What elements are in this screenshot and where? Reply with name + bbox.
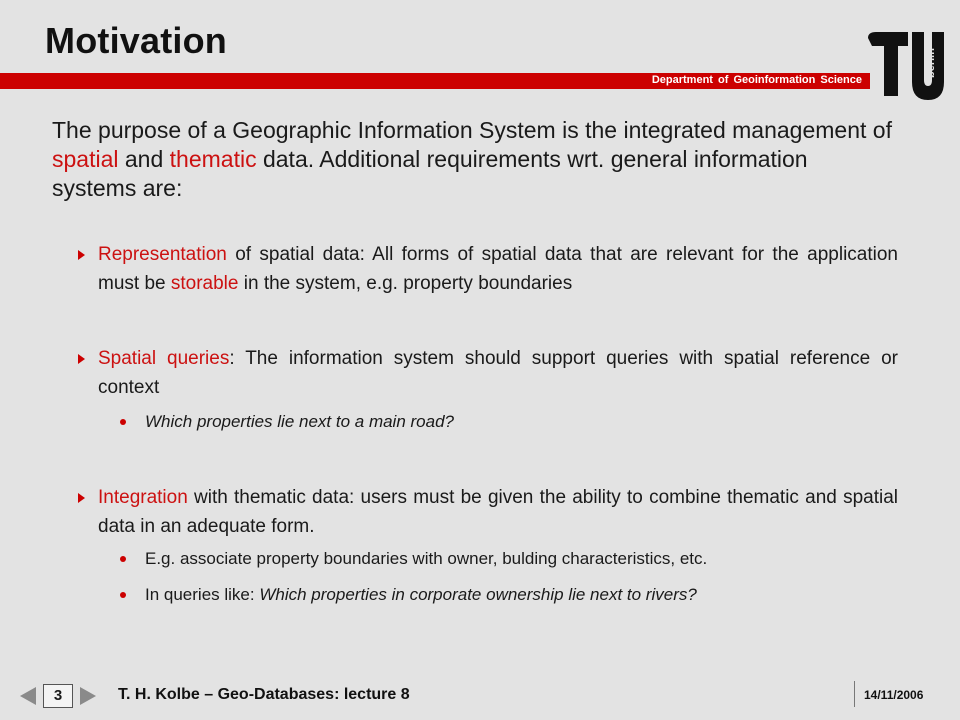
bullet-arrow-icon <box>78 354 85 364</box>
sub-bullet-main-road: Which properties lie next to a main road? <box>120 410 905 434</box>
term-thematic: thematic <box>169 146 257 172</box>
bullet-representation: Representation of spatial data: All forms of spatial data that are relevant for the application must be storable in the system, e.g. property boundaries <box>78 240 898 298</box>
bullet-arrow-icon <box>78 493 85 503</box>
next-slide-icon[interactable] <box>80 687 96 705</box>
bullet-dot-icon <box>120 556 126 562</box>
footer-title: T. H. Kolbe – Geo-Databases: lecture 8 <box>118 686 410 703</box>
footer-divider <box>854 681 855 707</box>
bullet-dot-icon <box>120 592 126 598</box>
slide-footer <box>0 683 960 711</box>
bullet-arrow-icon <box>78 250 85 260</box>
bullet-integration: Integration with thematic data: users must be given the ability to combine thematic and spatial data in an adequate form. <box>78 483 898 541</box>
bullet-spatial-queries: Spatial queries: The information system should support queries with spatial reference or context <box>78 344 898 402</box>
sub-bullet-queries: In queries like: Which properties in corporate ownership lie next to rivers? <box>120 583 905 607</box>
term-spatial: spatial <box>52 146 119 172</box>
slide-title: Motivation <box>45 20 227 61</box>
tu-berlin-logo <box>864 28 946 104</box>
logo-text: berlin <box>925 48 937 78</box>
page-number: 3 <box>43 684 73 708</box>
bullet-dot-icon <box>120 419 126 425</box>
footer-date: 14/11/2006 <box>864 688 924 702</box>
department-label: Department of Geoinformation Science <box>651 74 862 86</box>
sub-bullet-associate: E.g. associate property boundaries with owner, bulding characteristics, etc. <box>120 547 905 571</box>
previous-slide-icon[interactable] <box>20 687 36 705</box>
intro-paragraph: The purpose of a Geographic Information System is the integrated management of spatial and thematic data. Additional requirements wrt. general information systems are: <box>52 117 892 201</box>
header-bar <box>0 73 870 89</box>
